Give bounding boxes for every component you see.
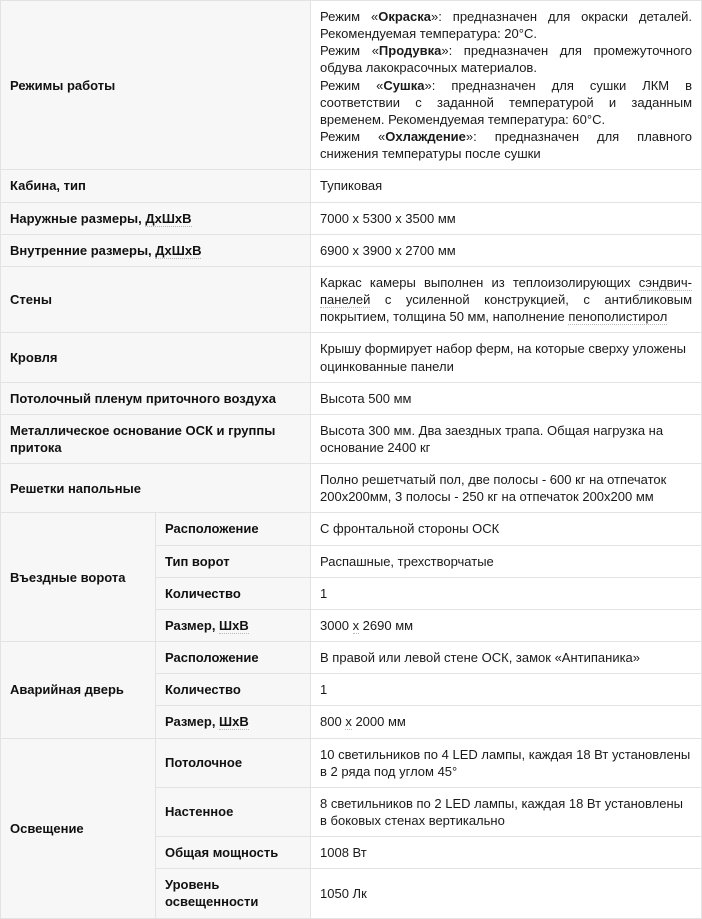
sub-label-illuminance: Уровень освещенности xyxy=(156,869,311,918)
row-label-walls: Стены xyxy=(1,266,311,332)
row-label-floor-grates: Решетки напольные xyxy=(1,464,311,513)
sub-label-door-size xyxy=(156,706,311,738)
sub-value-ceiling-lighting: 10 светильников по 4 LED лампы, каждая 18 Вт установлены в 2 ряда под углом 45° xyxy=(311,738,702,787)
sub-value-gate-quantity: 1 xyxy=(311,577,702,609)
row-value-outer-dimensions: 7000 х 5300 х 3500 мм xyxy=(311,202,702,234)
sub-label-total-power: Общая мощность xyxy=(156,837,311,869)
mode-line: Режим «Продувка»: предназначен для промежуточного обдува лакокрасочных материалов. xyxy=(320,43,693,76)
row-value-cabin-type: Тупиковая xyxy=(311,170,702,202)
sub-value-total-power: 1008 Вт xyxy=(311,837,702,869)
row-label-inner-dimensions xyxy=(1,234,311,266)
sub-label-ceiling-lighting: Потолочное xyxy=(156,738,311,787)
table-row xyxy=(1,333,702,382)
row-label-roof: Кровля xyxy=(1,333,311,382)
sub-value-door-location: В правой или левой стене ОСК, замок «Антипаника» xyxy=(311,642,702,674)
sub-label-door-quantity: Количество xyxy=(156,674,311,706)
table-row xyxy=(1,202,702,234)
row-label-text: Внутренние размеры, ДхШхВ xyxy=(10,242,202,258)
sub-label-gate-quantity: Количество xyxy=(156,577,311,609)
sub-value-door-quantity: 1 xyxy=(311,674,702,706)
table-row xyxy=(1,170,702,202)
row-value-floor-grates: Полно решетчатый пол, две полосы - 600 кг на отпечаток 200х200мм, 3 полосы - 250 кг на отпечаток 200х200 мм xyxy=(311,464,702,513)
sub-label-wall-lighting: Настенное xyxy=(156,787,311,836)
sub-value-wall-lighting: 8 светильников по 2 LED лампы, каждая 18 Вт установлены в боковых стенах вертикально xyxy=(311,787,702,836)
mode-line: Режим «Окраска»: предназначен для окраски деталей. Рекомендуемая температура: 20°С. xyxy=(320,9,693,42)
row-label-modes: Режимы работы xyxy=(1,1,311,170)
row-value-modes xyxy=(311,1,702,170)
group-label-emergency-door: Аварийная дверь xyxy=(1,642,156,738)
row-label-ceiling-plenum: Потолочный пленум приточного воздуха xyxy=(1,382,311,414)
row-label-text: Наружные размеры, ДхШхВ xyxy=(10,210,192,226)
row-value-walls: Каркас камеры выполнен из теплоизолирующих сэндвич-панелей с усиленной конструкцией, с антибликовым покрытием, толщина 50 мм, наполнение пенополистирол xyxy=(311,266,702,332)
sub-label-door-location: Расположение xyxy=(156,642,311,674)
sub-value-gate-type: Распашные, трехстворчатые xyxy=(311,545,702,577)
table-row xyxy=(1,738,702,787)
group-label-entry-gates: Въездные ворота xyxy=(1,513,156,642)
mode-line: Режим «Сушка»: предназначен для сушки ЛКМ в соответствии с заданной температурой и заданным временем. Рекомендуемая температура: 60°С. xyxy=(320,77,693,127)
row-label-metal-base: Металлическое основание ОСК и группы притока xyxy=(1,414,311,463)
table-row xyxy=(1,513,702,545)
table-row xyxy=(1,1,702,170)
mode-line: Режим «Охлаждение»: предназначен для плавного снижения температуры после сушки xyxy=(320,129,693,162)
table-row xyxy=(1,382,702,414)
sub-value-gate-location: С фронтальной стороны ОСК xyxy=(311,513,702,545)
row-value-roof: Крышу формирует набор ферм, на которые сверху уложены оцинкованные панели xyxy=(311,333,702,382)
row-value-ceiling-plenum: Высота 500 мм xyxy=(311,382,702,414)
sub-value-illuminance: 1050 Лк xyxy=(311,869,702,918)
group-label-lighting: Освещение xyxy=(1,738,156,918)
sub-value-gate-size: 3000 х 2690 мм xyxy=(311,609,702,641)
sub-label-gate-type: Тип ворот xyxy=(156,545,311,577)
row-value-metal-base: Высота 300 мм. Два заездных трапа. Общая нагрузка на основание 2400 кг xyxy=(311,414,702,463)
sub-label-gate-size xyxy=(156,609,311,641)
row-value-inner-dimensions: 6900 х 3900 х 2700 мм xyxy=(311,234,702,266)
table-row xyxy=(1,266,702,332)
table-row xyxy=(1,464,702,513)
sub-value-door-size: 800 х 2000 мм xyxy=(311,706,702,738)
table-row xyxy=(1,414,702,463)
sub-label-text: Размер, ШхВ xyxy=(165,617,249,633)
row-label-outer-dimensions xyxy=(1,202,311,234)
table-row xyxy=(1,642,702,674)
sub-label-text: Размер, ШхВ xyxy=(165,714,249,730)
table-row xyxy=(1,234,702,266)
row-label-cabin-type: Кабина, тип xyxy=(1,170,311,202)
sub-label-gate-location: Расположение xyxy=(156,513,311,545)
